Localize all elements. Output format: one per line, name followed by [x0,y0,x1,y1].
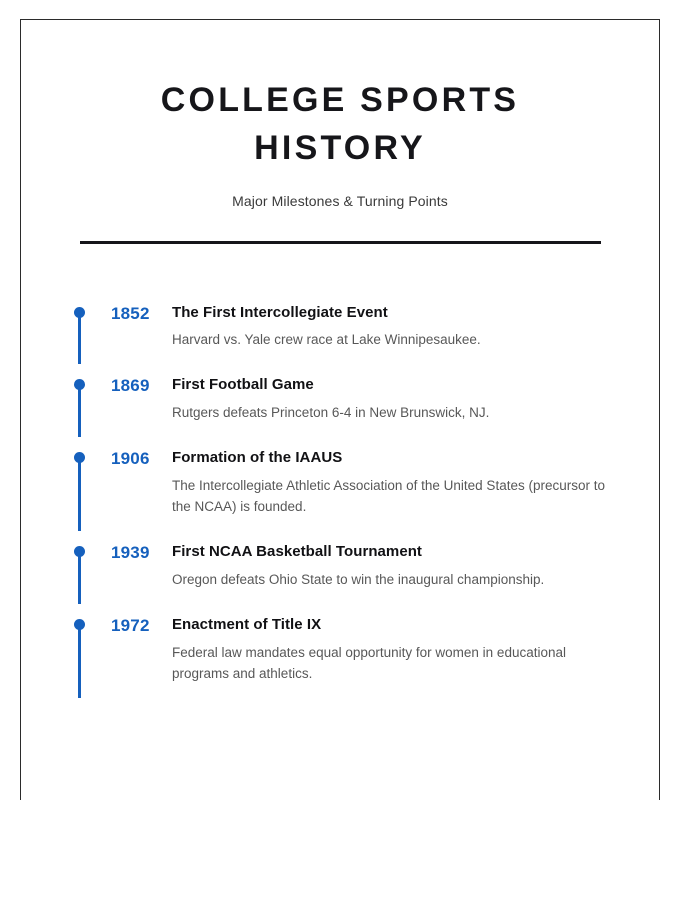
page-subtitle: Major Milestones & Turning Points [232,192,448,209]
timeline-marker [74,452,85,531]
timeline-connector-line [78,461,81,531]
timeline-entry-year: 1852 [111,303,150,323]
timeline-entry-description: Harvard vs. Yale crew race at Lake Winnipesaukee. [172,332,481,348]
timeline-connector-line [78,388,81,437]
timeline-entry-year: 1906 [111,449,150,469]
timeline-list [21,244,659,685]
timeline-marker [74,379,85,437]
timeline-entry-title: Formation of the IAAUS [172,449,343,467]
timeline-entry-body [172,615,659,684]
timeline-entry-title: The First Intercollegiate Event [172,303,388,321]
timeline-connector-line [78,316,81,365]
timeline-entry-body [172,375,659,423]
timeline-entry-description: Oregon defeats Ohio State to win the inaugural championship. [172,571,545,587]
timeline-entry [21,542,659,590]
timeline-entry-body [172,303,659,351]
timeline-entry-year: 1972 [111,616,150,636]
timeline-marker [74,546,85,604]
timeline-entry-title: First NCAA Basketball Tournament [172,543,422,561]
timeline-entry-body [172,448,659,517]
timeline-entry-title: Enactment of Title IX [172,616,322,634]
timeline-entry [21,303,659,351]
page-title: COLLEGE SPORTS HISTORY [160,81,520,168]
document-page [20,19,660,800]
document-header [21,20,659,244]
timeline-entry-description: Federal law mandates equal opportunity for women in educational programs and athletics. [172,644,566,681]
timeline-entry-title: First Football Game [172,376,314,394]
timeline-connector-line [78,628,81,698]
timeline-connector-line [78,555,81,604]
timeline-entry [21,448,659,517]
timeline-entry-year: 1939 [111,543,150,563]
timeline-entry [21,615,659,684]
timeline-entry [21,375,659,423]
timeline-marker [74,619,85,698]
timeline-marker [74,307,85,365]
timeline-entry-year: 1869 [111,376,150,396]
timeline-entry-description: The Intercollegiate Athletic Association of the United States (precursor to the NCAA) is founded. [172,477,605,515]
timeline-entry-description: Rutgers defeats Princeton 6-4 in New Brunswick, NJ. [172,404,490,420]
timeline-entry-body [172,542,659,590]
